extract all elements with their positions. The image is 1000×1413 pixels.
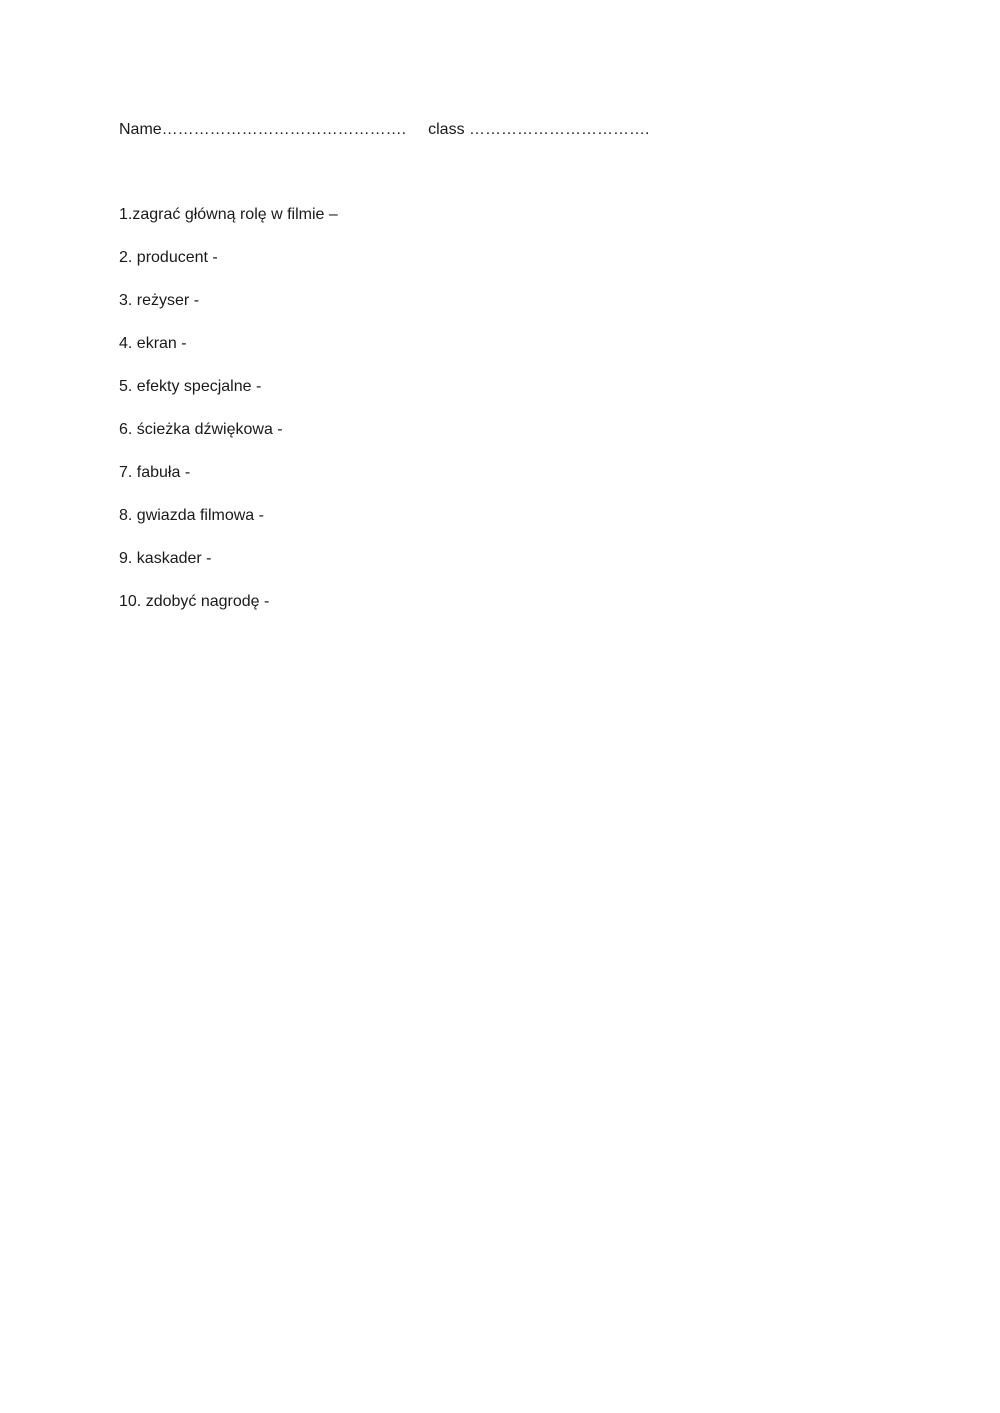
list-item: 9. kaskader -: [119, 550, 212, 567]
list-item: 10. zdobyć nagrodę -: [119, 593, 270, 610]
list-item: 5. efekty specjalne -: [119, 378, 262, 395]
name-field[interactable]: Name……………………………………….: [119, 121, 407, 138]
list-item: 2. producent -: [119, 249, 218, 266]
list-item: 7. fabuła -: [119, 464, 191, 481]
student-info-line: [119, 119, 649, 141]
list-item: 8. gwiazda filmowa -: [119, 507, 264, 524]
vocabulary-list: [119, 204, 338, 634]
class-field[interactable]: class …………………………….: [428, 121, 650, 138]
list-item: 4. ekran -: [119, 335, 187, 352]
list-item: 3. reżyser -: [119, 292, 200, 309]
list-item: 6. ścieżka dźwiękowa -: [119, 421, 283, 438]
list-item: 1.zagrać główną rolę w filmie –: [119, 206, 338, 223]
